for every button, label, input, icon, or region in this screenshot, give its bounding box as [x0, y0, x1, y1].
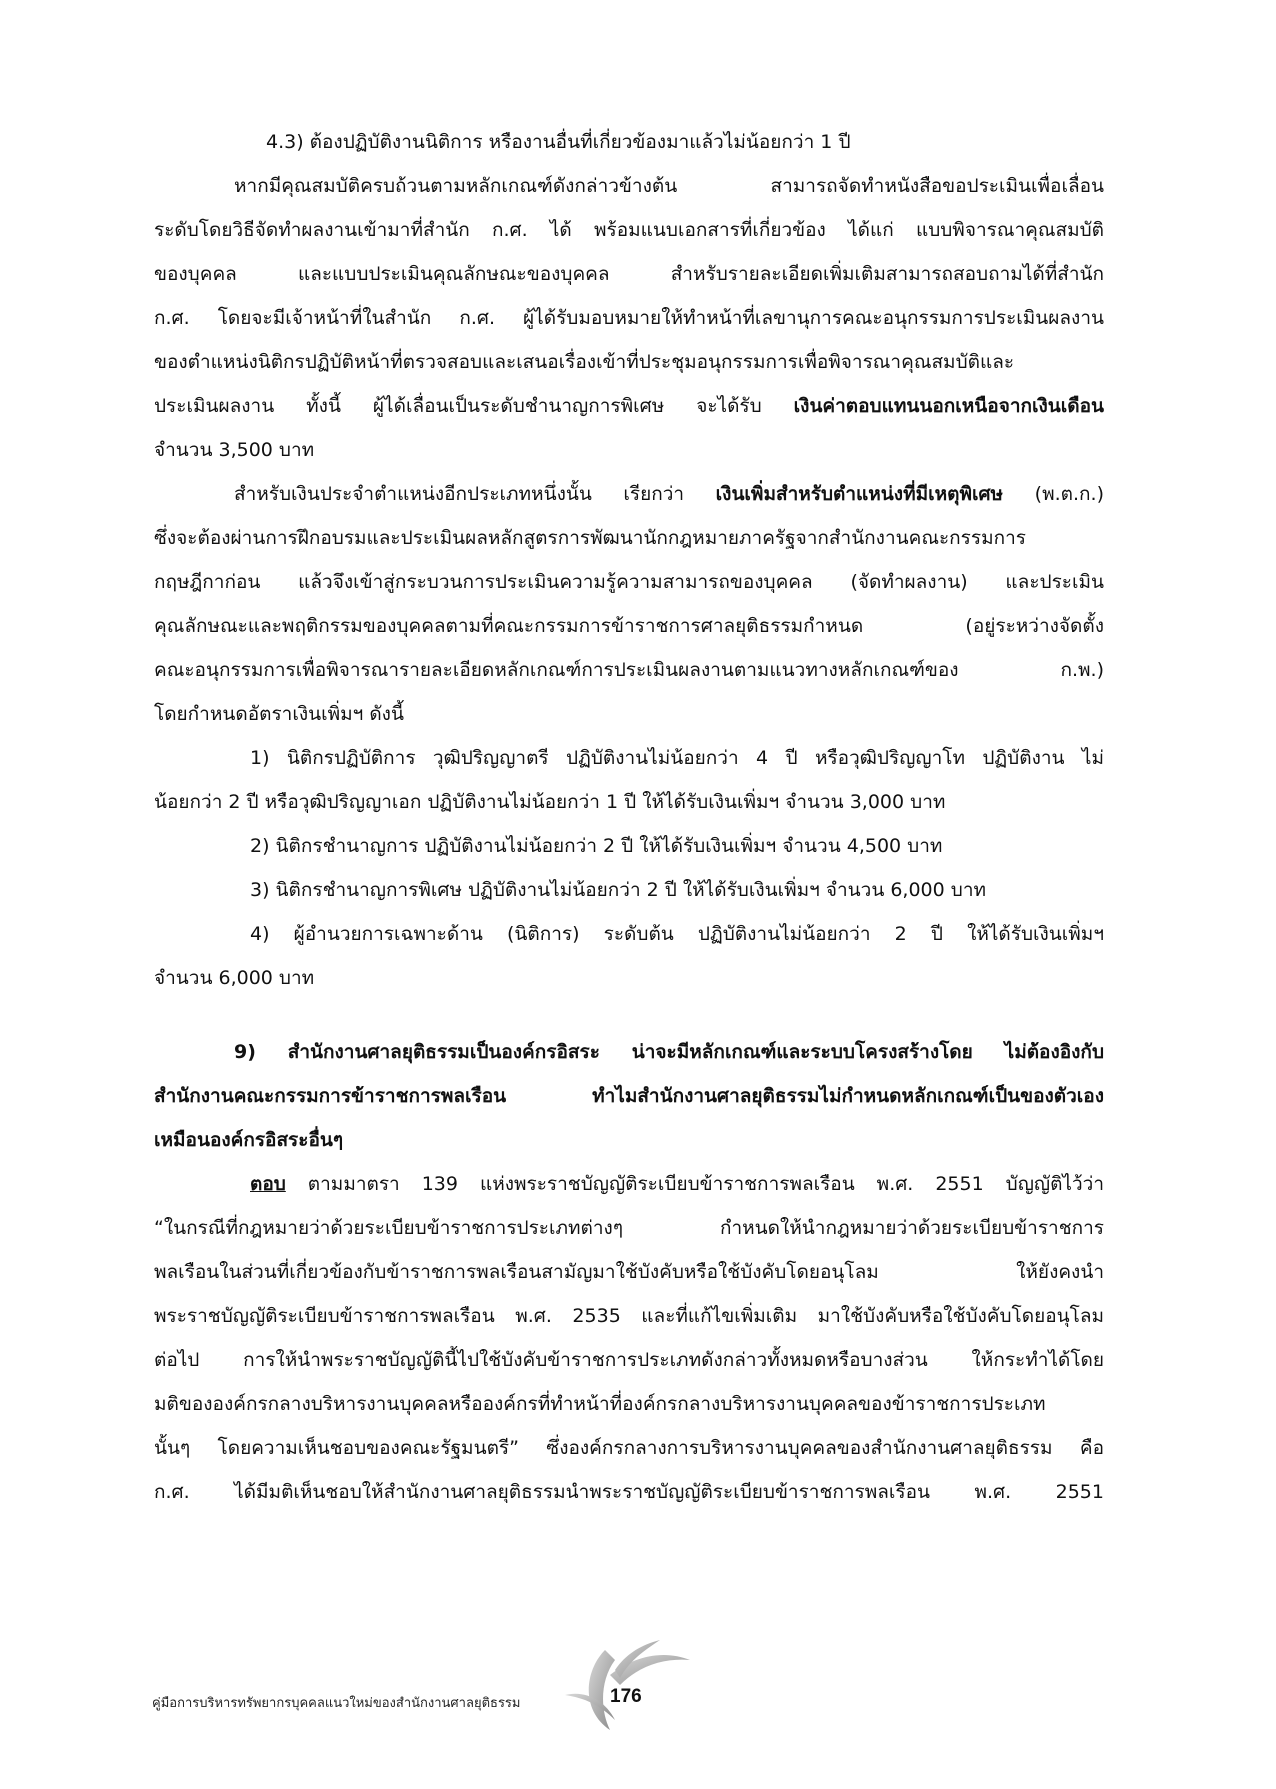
text-segment: น้อยกว่า 2 ปี หรือวุฒิปริญญาเอก ปฏิบัติงานไม่น้อยกว่า 1 ปี ให้ได้รับเงินเพิ่มฯ จำนวน 3,000 บาท — [154, 791, 946, 813]
text-segment: ประเมินผลงาน ทั้งนี้ ผู้ได้เลื่อนเป็นระดับชำนาญการพิเศษ จะได้รับ — [154, 395, 794, 417]
text-line — [154, 648, 1104, 692]
text-line — [154, 604, 1104, 648]
text-line — [154, 252, 1104, 296]
text-line — [154, 1426, 1104, 1470]
text-line — [154, 1338, 1104, 1382]
bold-text: เหมือนองค์กรอิสระอื่นๆ — [154, 1129, 344, 1151]
text-segment: “ในกรณีที่กฎหมายว่าด้วยระเบียบข้าราชการประเภทต่างๆ กำหนดให้นำกฎหมายว่าด้วยระเบียบข้าราชการ — [154, 1217, 1104, 1239]
text-segment: คณะอนุกรรมการเพื่อพิจารณารายละเอียดหลักเกณฑ์การประเมินผลงานตามแนวทางหลักเกณฑ์ของ ก.พ.) — [154, 659, 1104, 681]
bold-text: 9) สำนักงานศาลยุติธรรมเป็นองค์กรอิสระ น่าจะมีหลักเกณฑ์และระบบโครงสร้างโดย ไม่ต้องอิงกับ — [234, 1041, 1104, 1063]
text-segment: ของบุคคล และแบบประเมินคุณลักษณะของบุคคล สำหรับรายละเอียดเพิ่มเติมสามารถสอบถามได้ที่สำนัก — [154, 263, 1104, 285]
text-segment: โดยกำหนดอัตราเงินเพิ่มฯ ดังนี้ — [154, 703, 404, 725]
text-line — [154, 164, 1104, 208]
text-segment: 3) นิติกรชำนาญการพิเศษ ปฏิบัติงานไม่น้อยกว่า 2 ปี ให้ได้รับเงินเพิ่มฯ จำนวน 6,000 บาท — [250, 879, 987, 901]
text-line — [154, 1118, 1104, 1162]
text-line — [154, 516, 1104, 560]
text-line — [154, 1294, 1104, 1338]
text-line — [154, 428, 1104, 472]
text-segment: ก.ศ. โดยจะมีเจ้าหน้าที่ในสำนัก ก.ศ. ผู้ได้รับมอบหมายให้ทำหน้าที่เลขานุการคณะอนุกรรมการประเมินผลงาน — [154, 307, 1104, 329]
text-line — [154, 1162, 1104, 1206]
text-line — [154, 956, 1104, 1000]
text-segment: ก.ศ. ได้มีมติเห็นชอบให้สำนักงานศาลยุติธรรมนำพระราชบัญญัติระเบียบข้าราชการพลเรือน พ.ศ. 2551 — [154, 1481, 1104, 1503]
text-line — [154, 1206, 1104, 1250]
text-segment: พระราชบัญญัติระเบียบข้าราชการพลเรือน พ.ศ. 2535 และที่แก้ไขเพิ่มเติม มาใช้บังคับหรือใช้บังคับโดยอนุโลม — [154, 1305, 1104, 1327]
bold-text: เงินเพิ่มสำหรับตำแหน่งที่มีเหตุพิเศษ — [715, 483, 1004, 505]
spacer — [154, 1000, 1104, 1030]
bold-text: ตอบ — [250, 1173, 286, 1195]
text-segment: จำนวน 3,500 บาท — [154, 439, 315, 461]
text-line — [154, 780, 1104, 824]
text-segment: พลเรือนในส่วนที่เกี่ยวข้องกับข้าราชการพลเรือนสามัญมาใช้บังคับหรือใช้บังคับโดยอนุโลม ให้ยังคงนำ — [154, 1261, 1104, 1283]
text-line — [154, 1030, 1104, 1074]
text-segment: (พ.ต.ก.) — [1003, 483, 1104, 505]
text-segment: ซึ่งจะต้องผ่านการฝึกอบรมและประเมินผลหลักสูตรการพัฒนานักกฎหมายภาครัฐจากสำนักงานคณะกรรมการ — [154, 527, 1026, 549]
text-segment: ตามมาตรา 139 แห่งพระราชบัญญัติระเบียบข้าราชการพลเรือน พ.ศ. 2551 บัญญัติไว้ว่า — [285, 1173, 1104, 1195]
text-segment: นั้นๆ โดยความเห็นชอบของคณะรัฐมนตรี” ซึ่งองค์กรกลางการบริหารงานบุคคลของสำนักงานศาลยุติธรรม คือ — [154, 1437, 1104, 1459]
page-number: 176 — [610, 1686, 642, 1707]
text-line — [154, 1250, 1104, 1294]
text-line — [154, 1382, 1104, 1426]
text-line — [154, 560, 1104, 604]
document-body — [154, 120, 1104, 1514]
text-segment: ต่อไป การให้นำพระราชบัญญัตินี้ไปใช้บังคับข้าราชการประเภทดังกล่าวทั้งหมดหรือบางส่วน ให้กระทำได้โดย — [154, 1349, 1104, 1371]
text-line — [154, 824, 1104, 868]
text-segment: จำนวน 6,000 บาท — [154, 967, 315, 989]
text-line — [154, 384, 1104, 428]
text-line — [154, 1074, 1104, 1118]
text-line — [154, 208, 1104, 252]
text-segment: 2) นิติกรชำนาญการ ปฏิบัติงานไม่น้อยกว่า 2 ปี ให้ได้รับเงินเพิ่มฯ จำนวน 4,500 บาท — [250, 835, 943, 857]
text-segment: ระดับโดยวิธีจัดทำผลงานเข้ามาที่สำนัก ก.ศ. ได้ พร้อมแนบเอกสารที่เกี่ยวข้อง ได้แก่ แบบพิจารณาคุณสมบัติ — [154, 219, 1104, 241]
text-segment: คุณลักษณะและพฤติกรรมของบุคคลตามที่คณะกรรมการข้าราชการศาลยุติธรรมกำหนด (อยู่ระหว่างจัดตั้ง — [154, 615, 1104, 637]
text-line — [154, 120, 1104, 164]
text-segment: ของตำแหน่งนิติกรปฏิบัติหน้าที่ตรวจสอบและเสนอเรื่องเข้าที่ประชุมอนุกรรมการเพื่อพิจารณาคุณสมบัติและ — [154, 351, 1015, 373]
bold-text: เงินค่าตอบแทนนอกเหนือจากเงินเดือน — [793, 395, 1104, 417]
text-segment: มติขององค์กรกลางบริหารงานบุคคลหรือองค์กรที่ทำหน้าที่องค์กรกลางบริหารงานบุคคลของข้าราชการประเภท — [154, 1393, 1046, 1415]
text-line — [154, 912, 1104, 956]
text-segment: หากมีคุณสมบัติครบถ้วนตามหลักเกณฑ์ดังกล่าวข้างต้น สามารถจัดทำหนังสือขอประเมินเพื่อเลื่อน — [234, 175, 1104, 197]
text-segment: 4) ผู้อำนวยการเฉพาะด้าน (นิติการ) ระดับต้น ปฏิบัติงานไม่น้อยกว่า 2 ปี ให้ได้รับเงินเพิ่มฯ — [250, 923, 1104, 945]
text-line — [154, 736, 1104, 780]
text-line — [154, 296, 1104, 340]
footer-title: คู่มือการบริหารทรัพยากรบุคคลแนวใหม่ของสำนักงานศาลยุติธรรม — [152, 1695, 521, 1710]
text-segment: 4.3) ต้องปฏิบัติงานนิติการ หรืองานอื่นที่เกี่ยวข้องมาแล้วไม่น้อยกว่า 1 ปี — [266, 131, 851, 153]
text-segment: กฤษฎีกาก่อน แล้วจึงเข้าสู่กระบวนการประเมินความรู้ความสามารถของบุคคล (จัดทำผลงาน) และประเมิน — [154, 571, 1104, 593]
text-line — [154, 472, 1104, 516]
text-line — [154, 340, 1104, 384]
text-segment: สำหรับเงินประจำตำแหน่งอีกประเภทหนึ่งนั้น เรียกว่า — [234, 483, 716, 505]
text-segment: 1) นิติกรปฏิบัติการ วุฒิปริญญาตรี ปฏิบัติงานไม่น้อยกว่า 4 ปี หรือวุฒิปริญญาโท ปฏิบัติงาน ไม่ — [250, 747, 1104, 769]
page-footer — [0, 1640, 1276, 1750]
text-line — [154, 1470, 1104, 1514]
bold-text: สำนักงานคณะกรรมการข้าราชการพลเรือน ทำไมสำนักงานศาลยุติธรรมไม่กำหนดหลักเกณฑ์เป็นของตัวเอง — [154, 1085, 1104, 1107]
text-line — [154, 868, 1104, 912]
text-line — [154, 692, 1104, 736]
